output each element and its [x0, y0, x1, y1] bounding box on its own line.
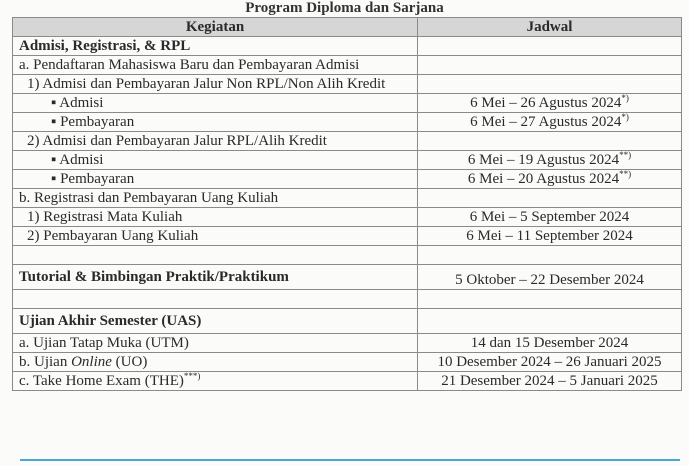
header-jadwal: Jadwal — [418, 18, 682, 37]
row-label: ▪ Admisi — [13, 94, 418, 113]
table-row — [13, 334, 682, 353]
table-row — [13, 56, 682, 75]
row-label: ▪ Admisi — [13, 151, 418, 170]
row-label: 2) Admisi dan Pembayaran Jalur RPL/Alih Kredit — [13, 132, 418, 151]
table-row — [13, 353, 682, 372]
footer-divider — [20, 459, 680, 461]
header-kegiatan: Kegiatan — [13, 18, 418, 37]
row-date: 5 Oktober – 22 Desember 2024 — [418, 265, 682, 290]
table-row — [13, 37, 682, 56]
row-label: ▪ Pembayaran — [13, 113, 418, 132]
section-uas: Ujian Akhir Semester (UAS) — [13, 309, 418, 334]
row-date: 10 Desember 2024 – 26 Januari 2025 — [418, 353, 682, 372]
table-row — [13, 170, 682, 189]
table-row — [13, 265, 682, 290]
row-date: 6 Mei – 27 Agustus 2024*) — [418, 113, 682, 132]
schedule-table — [12, 17, 682, 391]
row-label: ▪ Pembayaran — [13, 170, 418, 189]
table-row — [13, 113, 682, 132]
row-label: a. Pendaftaran Mahasiswa Baru dan Pembayaran Admisi — [13, 56, 418, 75]
table-row — [13, 227, 682, 246]
row-date: 21 Desember 2024 – 5 Januari 2025 — [418, 372, 682, 391]
table-row — [13, 132, 682, 151]
empty-row — [13, 290, 682, 309]
row-label: 2) Pembayaran Uang Kuliah — [13, 227, 418, 246]
row-label: b. Ujian Online (UO) — [13, 353, 418, 372]
table-row — [13, 75, 682, 94]
row-date: 6 Mei – 11 September 2024 — [418, 227, 682, 246]
row-label: 1) Admisi dan Pembayaran Jalur Non RPL/Non Alih Kredit — [13, 75, 418, 94]
row-label: 1) Registrasi Mata Kuliah — [13, 208, 418, 227]
empty-row — [13, 246, 682, 265]
row-date: 6 Mei – 20 Agustus 2024**) — [418, 170, 682, 189]
row-label: c. Take Home Exam (THE)***) — [13, 372, 418, 391]
table-row — [13, 208, 682, 227]
table-row — [13, 189, 682, 208]
table-row — [13, 309, 682, 334]
section-admisi: Admisi, Registrasi, & RPL — [13, 37, 418, 56]
table-row — [13, 151, 682, 170]
row-date: 6 Mei – 26 Agustus 2024*) — [418, 94, 682, 113]
row-date: 6 Mei – 19 Agustus 2024**) — [418, 151, 682, 170]
table-header — [13, 18, 682, 37]
table-row — [13, 94, 682, 113]
table-caption: Program Diploma dan Sarjana — [245, 0, 444, 16]
row-label: b. Registrasi dan Pembayaran Uang Kuliah — [13, 189, 418, 208]
row-label: a. Ujian Tatap Muka (UTM) — [13, 334, 418, 353]
table-row — [13, 372, 682, 391]
row-date: 6 Mei – 5 September 2024 — [418, 208, 682, 227]
section-tutorial: Tutorial & Bimbingan Praktik/Praktikum — [13, 265, 418, 290]
row-date: 14 dan 15 Desember 2024 — [418, 334, 682, 353]
